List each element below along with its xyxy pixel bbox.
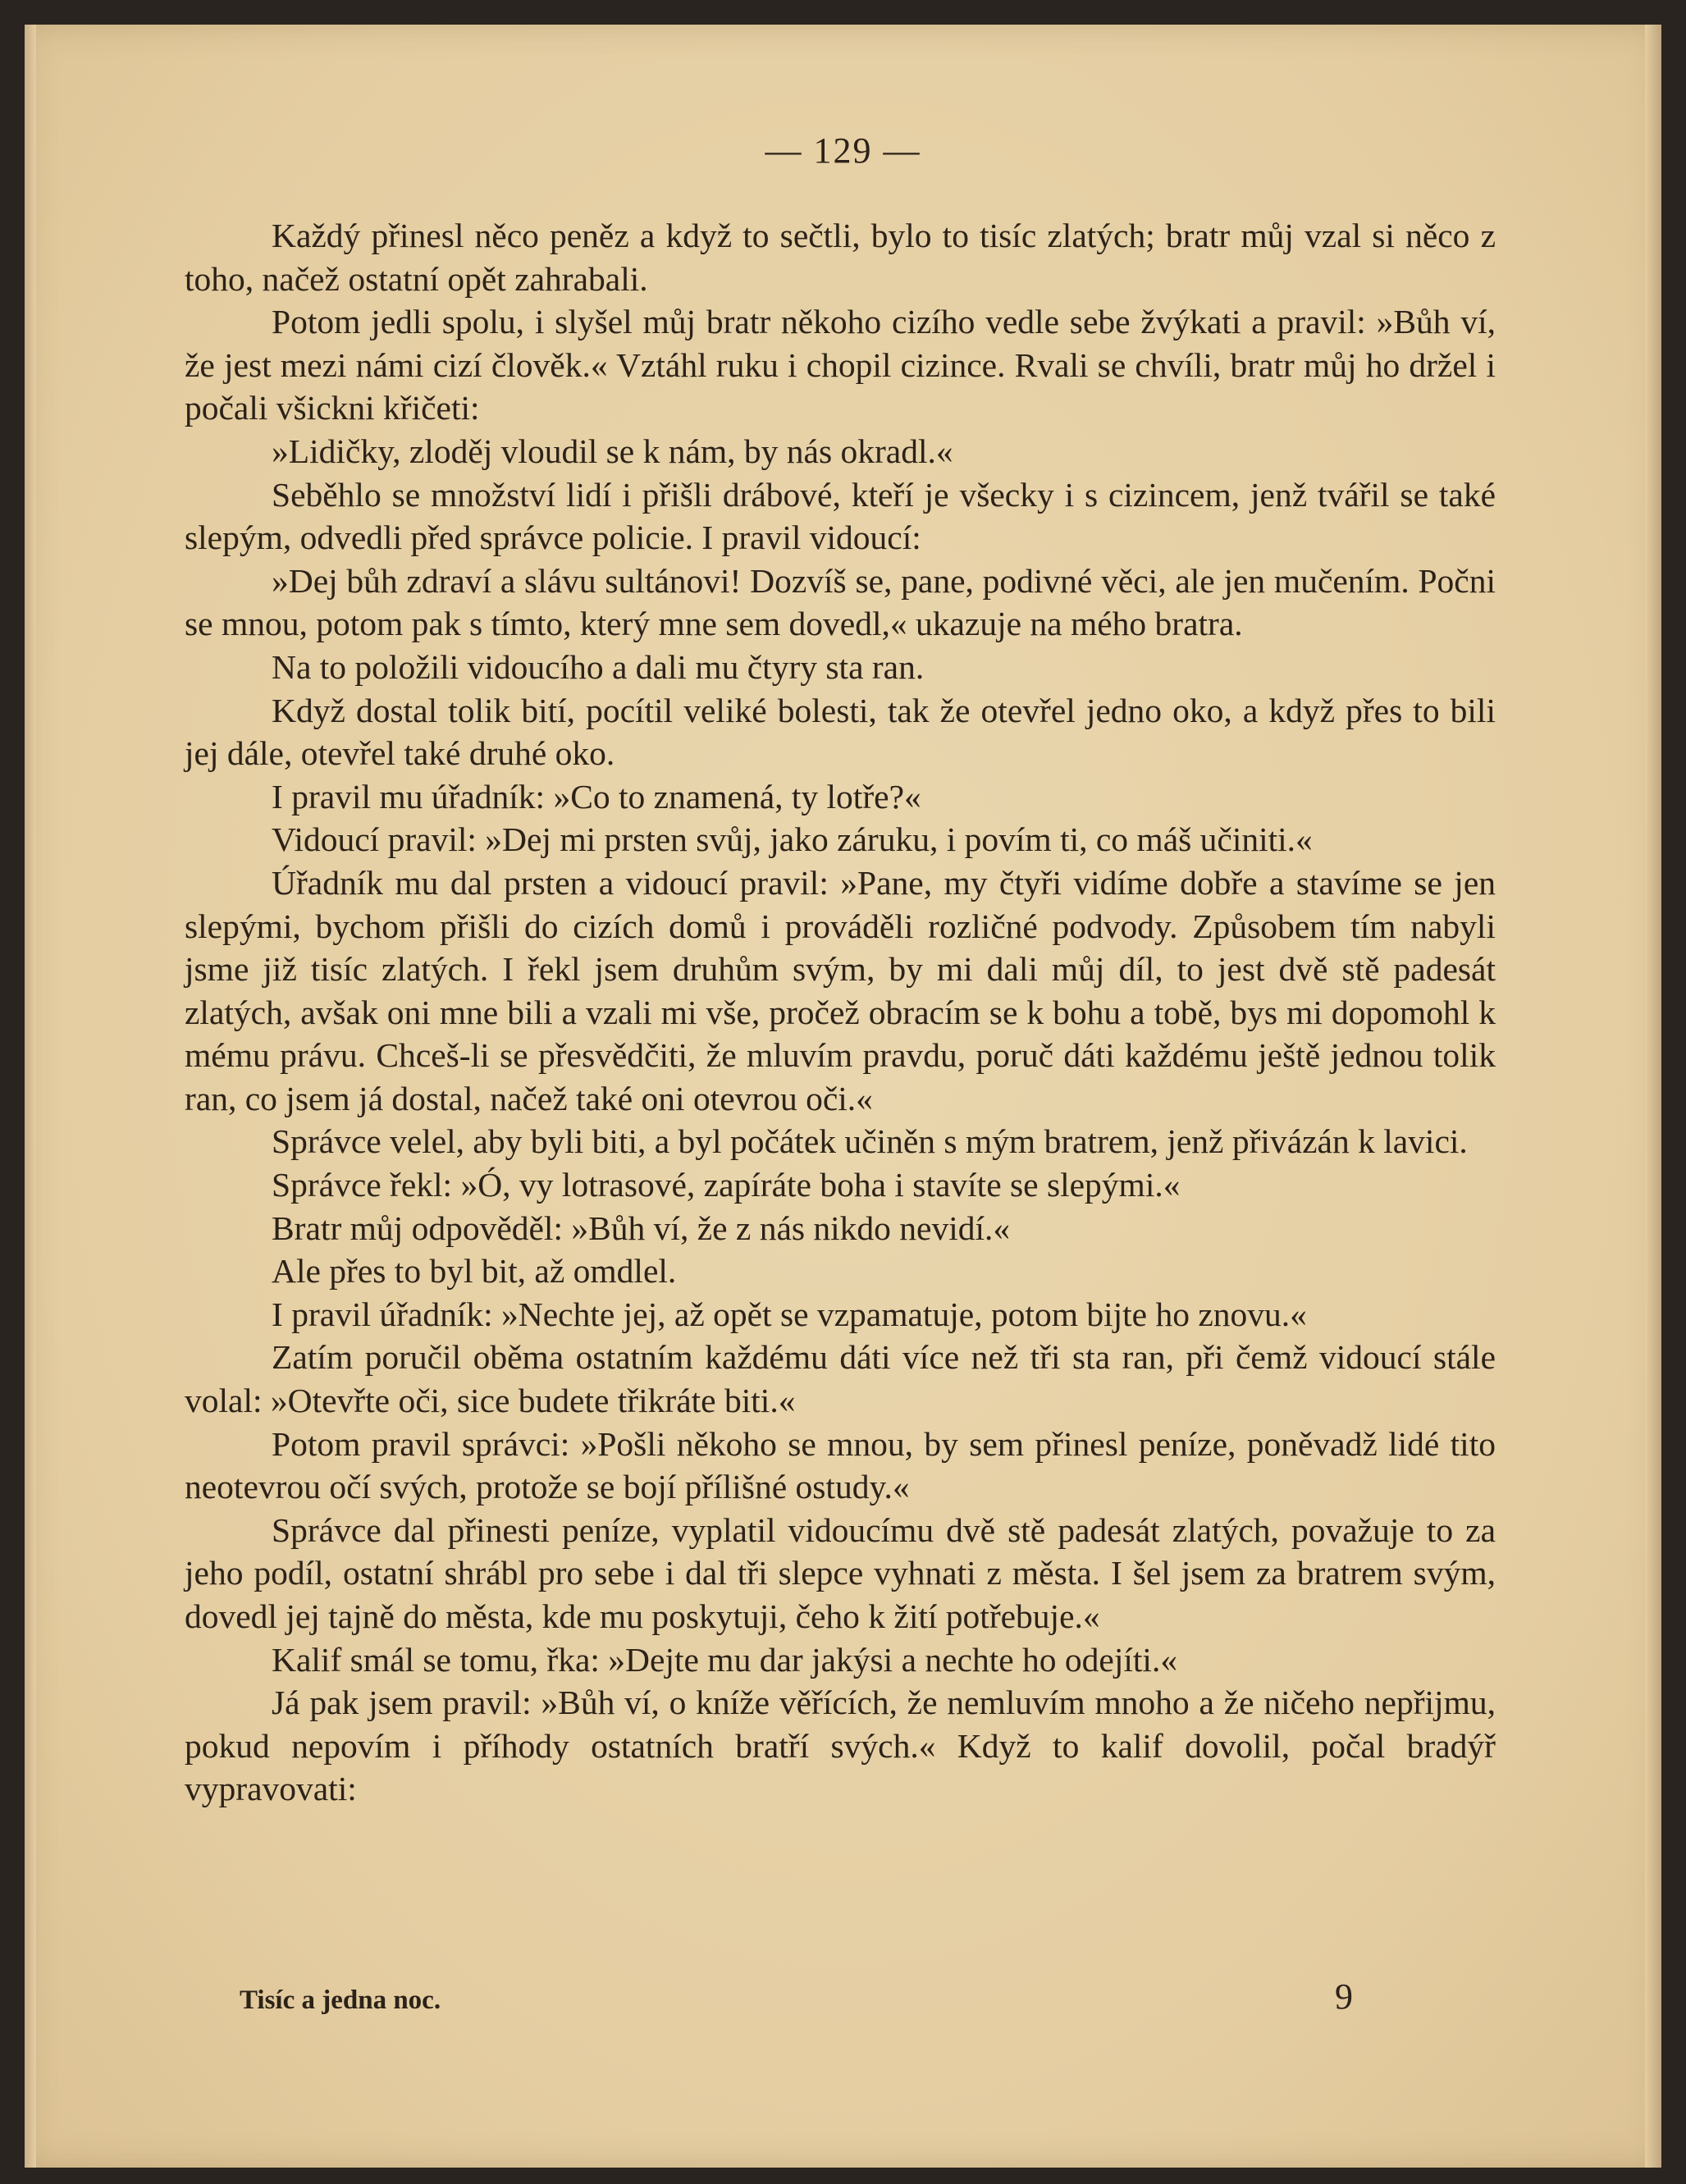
- page-number-header: — 129 —: [765, 130, 921, 171]
- paragraph: I pravil úřadník: »Nechte jej, až opět se vzpamatuje, potom bijte ho znovu.«: [272, 1295, 1307, 1333]
- paragraph: Každý přinesl něco peněz a když to sečtli, bylo to tisíc zlatých; bratr můj vzal si něco z toho, načež ostatní opět zahrabali.: [185, 217, 1496, 298]
- paragraph: Seběhlo se množství lidí i přišli drábové, kteří je všecky i s cizincem, jenž tvářil se také slepým, odvedli před správce policie. I pravil vidoucí:: [185, 475, 1496, 557]
- paragraph: Já pak jsem pravil: »Bůh ví, o kníže věřících, že nemluvím mnoho a že ničeho nepřijmu, pokud nepovím i příhody ostatních bratří svých.« Když to kalif dovolil, počal bradýř vypravovati:: [185, 1684, 1496, 1808]
- paragraph: Vidoucí pravil: »Dej mi prsten svůj, jako záruku, i povím ti, co máš učiniti.«: [272, 820, 1313, 859]
- paragraph: Kalif smál se tomu, řka: »Dejte mu dar jakýsi a nechte ho odejíti.«: [272, 1640, 1178, 1679]
- paragraph: Na to položili vidoucího a dali mu čtyry sta ran.: [272, 647, 925, 686]
- footer-signature-mark: 9: [1335, 1976, 1353, 2017]
- paragraph: »Dej bůh zdraví a slávu sultánovi! Dozvíš se, pane, podivné věci, ale jen mučením. Počni se mnou, potom pak s tímto, který mne sem dovedl,« ukazuje na mého bratra.: [185, 561, 1496, 643]
- page-left-edge: [25, 25, 36, 2168]
- paragraph: Správce řekl: »Ó, vy lotrasové, zapíráte boha i stavíte se slepými.«: [272, 1166, 1181, 1204]
- page-body-text: [185, 214, 1496, 1811]
- book-page: [25, 25, 1661, 2168]
- page-right-edge: [1645, 25, 1661, 2168]
- footer-book-title: Tisíc a jedna noc.: [240, 1985, 441, 2015]
- paragraph: Správce dal přinesti peníze, vyplatil vidoucímu dvě stě padesát zlatých, považuje to za jeho podíl, ostatní shrábl pro sebe i dal tři slepce vyhnati z města. I šel jsem za bratrem svým, dovedl jej tajně do města, kde mu poskytuji, čeho k žití potřebuje.«: [185, 1510, 1496, 1635]
- paragraph: Správce velel, aby byli biti, a byl počátek učiněn s mým bratrem, jenž přivázán k lavici.: [272, 1122, 1468, 1161]
- paragraph: Zatím poručil oběma ostatním každému dáti více než tři sta ran, při čemž vidoucí stále volal: »Otevřte oči, sice budete třikráte biti.«: [185, 1338, 1496, 1420]
- paragraph: Úřadník mu dal prsten a vidoucí pravil: »Pane, my čtyři vidíme dobře a stavíme se jen slepými, bychom přišli do cizích domů i prováděli rozličné podvody. Způsobem tím nabyli jsme již tisíc zlatých. I řekl jsem druhům svým, by mi dali můj díl, to jest dvě stě padesát zlatých, avšak oni mne bili a vzali mi vše, pročež obracím se k bohu a tobě, bys mi dopomohl k mému právu. Chceš-li se přesvědčiti, že mluvím pravdu, poruč dáti každému ještě jednou tolik ran, co jsem já dostal, načež také oni otevrou oči.«: [185, 863, 1496, 1117]
- paragraph: »Lidičky, zloděj vloudil se k nám, by nás okradl.«: [272, 432, 953, 470]
- paragraph: Bratr můj odpověděl: »Bůh ví, že z nás nikdo nevidí.«: [272, 1209, 1011, 1247]
- paragraph: Potom jedli spolu, i slyšel můj bratr někoho cizího vedle sebe žvýkati a pravil: »Bůh ví, že jest mezi námi cizí člověk.« Vztáhl ruku i chopil cizince. Rvali se chvíli, bratr můj ho držel i počali všickni křičeti:: [185, 303, 1496, 427]
- paragraph: Když dostal tolik bití, pocítil veliké bolesti, tak že otevřel jedno oko, a když přes to bili jej dále, otevřel také druhé oko.: [185, 691, 1496, 773]
- paragraph: I pravil mu úřadník: »Co to znamená, ty lotře?«: [272, 777, 921, 816]
- paragraph: Ale přes to byl bit, až omdlel.: [272, 1252, 677, 1291]
- paragraph: Potom pravil správci: »Pošli někoho se mnou, by sem přinesl peníze, poněvadž lidé tito neotevrou očí svých, protože se bojí přílišné ostudy.«: [185, 1424, 1496, 1506]
